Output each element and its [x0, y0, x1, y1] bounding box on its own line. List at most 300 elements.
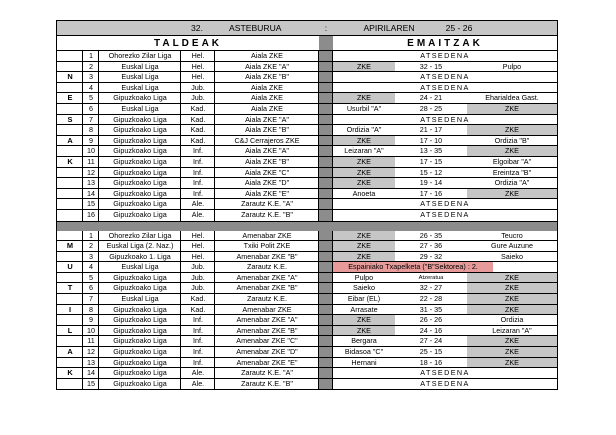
grid-line: [180, 231, 181, 390]
team-name: Aiala ZKE "A": [245, 114, 289, 124]
side-letter: [57, 231, 83, 241]
category: Inf.: [193, 347, 203, 357]
row-number: 14: [87, 188, 95, 198]
row-number: 9: [89, 135, 93, 145]
grid-line: [318, 231, 319, 390]
team-name: Aiala ZKE: [251, 82, 283, 92]
away-team: Leizaran "A": [492, 325, 532, 335]
category: Inf.: [193, 156, 203, 166]
home-team: ZKE: [333, 136, 395, 146]
match-score: 31 - 35: [419, 304, 443, 314]
league-name: Gipuzkoako Liga: [113, 167, 167, 177]
row-number: 11: [87, 156, 95, 166]
away-team: Teucro: [501, 230, 523, 240]
match-score: 15 - 12: [419, 167, 443, 177]
championship-note: Espainiako Txapelketa ("B"Sektorea) : 2.: [333, 262, 493, 272]
league-name: Gipuzkoako Liga: [113, 347, 167, 357]
table-row: [57, 51, 557, 62]
table-row: [57, 199, 557, 210]
home-team: Eibar (EL): [347, 294, 381, 304]
category: Hel.: [191, 251, 205, 261]
match-score: 18 - 16: [419, 357, 443, 367]
table-row: [57, 157, 557, 168]
side-letter: L: [67, 325, 73, 335]
table-row: [57, 315, 557, 326]
column-separator: [319, 62, 333, 72]
column-separator: [319, 104, 333, 114]
league-name: Gipuzkoako Liga: [113, 178, 167, 188]
side-letter: E: [67, 93, 73, 103]
table-row: [57, 210, 557, 221]
match-score: 26 - 26: [419, 315, 443, 325]
team-name: Aiala ZKE "B": [245, 125, 289, 135]
league-name: Gipuzkoako Liga: [113, 135, 167, 145]
rest-week: ATSEDENA: [420, 378, 470, 388]
match-score: 22 - 28: [419, 294, 443, 304]
row-number: 7: [89, 294, 93, 304]
category: Kad.: [190, 304, 206, 314]
category: Hel.: [191, 230, 205, 240]
league-name: Gipuzkoako Liga: [113, 156, 167, 166]
team-name: Zarautz K.E.: [247, 294, 287, 304]
side-letter: S: [67, 114, 73, 124]
column-separator: [319, 241, 333, 251]
category: Hel.: [191, 72, 205, 82]
row-number: 3: [89, 72, 93, 82]
match-score: 21 - 17: [419, 125, 443, 135]
column-separator: [319, 157, 333, 167]
category: Kad.: [190, 294, 206, 304]
column-separator: [319, 125, 333, 135]
team-name: Aiala ZKE "A": [245, 146, 289, 156]
table-row: [57, 189, 557, 200]
match-score: 29 - 32: [419, 251, 443, 261]
away-team: ZKE: [467, 294, 557, 304]
category: Inf.: [193, 188, 203, 198]
rest-week: ATSEDENA: [420, 368, 470, 378]
side-letter: [57, 189, 83, 199]
league-name: Gipuzkoako Liga: [113, 188, 167, 198]
team-name: Zarautz K.E.: [247, 262, 287, 272]
side-letter: U: [67, 262, 73, 272]
league-name: Euskal Liga: [121, 262, 159, 272]
category: Inf.: [193, 146, 203, 156]
league-name: Gipuzkoako Liga: [113, 93, 167, 103]
side-letter: [57, 62, 83, 72]
match-score: 19 - 14: [419, 178, 443, 188]
column-separator: [319, 83, 333, 93]
table-row: [57, 305, 557, 316]
team-name: Aiala ZKE "A": [245, 61, 289, 71]
column-separator: [319, 379, 333, 390]
table-row: [57, 262, 557, 273]
table-row: [57, 379, 557, 390]
league-name: Gipuzkoako Liga: [113, 336, 167, 346]
match-score: 24 - 21: [419, 93, 443, 103]
header-separator: [319, 36, 333, 50]
column-separator: [319, 189, 333, 199]
grid-line: [332, 231, 333, 390]
team-name: Zarautz K.E. "B": [241, 209, 293, 219]
rest-week: ATSEDENA: [420, 209, 470, 219]
row-number: 15: [87, 378, 95, 388]
row-number: 4: [89, 82, 93, 92]
table-row: [57, 115, 557, 126]
grid-line: [82, 51, 83, 221]
row-number: 15: [87, 199, 95, 209]
team-name: Amenabar ZKE "D": [236, 347, 298, 357]
grid-line: [98, 51, 99, 221]
table-row: [57, 326, 557, 337]
team-name: Aiala ZKE "C": [244, 167, 290, 177]
rest-week: ATSEDENA: [420, 72, 470, 82]
match-score: 32 - 15: [419, 61, 443, 71]
results-sheet: [56, 20, 558, 390]
away-team: Gure Auzune: [491, 241, 533, 251]
away-team: ZKE: [467, 104, 557, 114]
category: Jub.: [191, 262, 205, 272]
away-team: ZKE: [467, 273, 557, 283]
side-letter: [57, 178, 83, 188]
home-team: ZKE: [333, 168, 395, 178]
category: Inf.: [193, 357, 203, 367]
category: Jub.: [191, 93, 205, 103]
mutilak-block: [56, 231, 558, 391]
away-team: Eharialdea Gast.: [485, 93, 539, 103]
side-letter: [57, 379, 83, 390]
table-row: [57, 283, 557, 294]
away-team: ZKE: [467, 189, 557, 199]
column-separator: [319, 51, 333, 61]
grid-line: [332, 51, 333, 221]
column-separator: [319, 210, 333, 221]
column-separator: [319, 231, 333, 241]
column-separator: [319, 262, 333, 272]
league-name: Gipuzkoako Liga: [113, 209, 167, 219]
side-letter: [57, 252, 83, 262]
league-name: Gipuzkoako Liga: [113, 325, 167, 335]
grid-line: [180, 51, 181, 221]
match-score: 17 - 15: [419, 156, 443, 166]
team-name: Amenabar ZKE "B": [236, 251, 298, 261]
table-row: [57, 146, 557, 157]
table-row: [57, 294, 557, 305]
date-range: 25 - 26: [445, 23, 473, 33]
league-name: Euskal Liga: [121, 61, 159, 71]
home-team: ZKE: [333, 231, 395, 241]
team-name: Aiala ZKE "D": [244, 178, 290, 188]
match-score: 17 - 10: [419, 135, 443, 145]
category: Jub.: [191, 283, 205, 293]
side-letter: K: [67, 368, 73, 378]
category: Ale.: [191, 209, 205, 219]
column-separator: [319, 326, 333, 336]
grid-line: [82, 231, 83, 390]
match-score: 24 - 16: [419, 325, 443, 335]
side-letter: I: [68, 304, 72, 314]
taldeak-header: TALDEAK: [153, 38, 223, 49]
section-headers: [56, 36, 558, 51]
home-team: ZKE: [333, 62, 395, 72]
away-team: Saieko: [501, 251, 523, 261]
row-number: 2: [89, 61, 93, 71]
side-letter: [57, 336, 83, 346]
row-number: 16: [87, 209, 95, 219]
category: Inf.: [193, 178, 203, 188]
home-team: ZKE: [333, 326, 395, 336]
team-name: Zarautz K.E. "B": [241, 378, 293, 388]
rest-week: ATSEDENA: [420, 82, 470, 92]
team-name: Aiala ZKE "B": [245, 156, 289, 166]
side-letter: [57, 294, 83, 304]
side-letter: N: [67, 72, 73, 82]
category: Ale.: [191, 378, 205, 388]
league-name: Ohorezko Zilar Liga: [108, 51, 172, 60]
table-row: [57, 178, 557, 189]
league-name: Ohorezko Zilar Liga: [108, 230, 172, 240]
row-number: 9: [89, 315, 93, 325]
home-team: ZKE: [333, 315, 395, 325]
team-name: Zarautz K.E. "A": [241, 199, 293, 209]
column-separator: [319, 294, 333, 304]
rest-week: ATSEDENA: [420, 51, 470, 60]
column-separator: [319, 136, 333, 146]
table-row: [57, 368, 557, 379]
table-row: [57, 83, 557, 94]
table-row: [57, 125, 557, 136]
home-team: Anoeta: [352, 188, 376, 198]
table-row: [57, 168, 557, 179]
grid-line: [214, 51, 215, 221]
match-score: 27 - 24: [419, 336, 443, 346]
home-team: Hernani: [351, 357, 377, 367]
team-name: Amenabar ZKE: [242, 304, 292, 314]
league-name: Gipuzkoako 1. Liga: [109, 251, 171, 261]
match-score: 17 - 16: [419, 188, 443, 198]
away-team: ZKE: [467, 336, 557, 346]
emaitzak-header: EMAITZAK: [407, 38, 483, 49]
rest-week: ATSEDENA: [420, 199, 470, 209]
away-team: ZKE: [467, 125, 557, 135]
row-number: 12: [87, 167, 95, 177]
category: Kad.: [190, 135, 206, 145]
away-team: ZKE: [467, 358, 557, 368]
team-name: Amenabar ZKE "E": [236, 357, 298, 367]
league-name: Gipuzkoako Liga: [113, 357, 167, 367]
category: Ale.: [191, 199, 205, 209]
side-letter: K: [67, 156, 73, 166]
away-team: Elgoibar "A": [492, 156, 532, 166]
match-score: 13 - 35: [419, 146, 443, 156]
team-name: Txiki Polit ZKE: [243, 241, 291, 251]
home-team: Arrasate: [350, 304, 378, 314]
column-separator: [319, 93, 333, 103]
column-separator: [319, 336, 333, 346]
title-bar: [56, 20, 558, 36]
category: Inf.: [193, 315, 203, 325]
table-row: [57, 336, 557, 347]
date-label: APIRILAREN: [363, 23, 415, 33]
side-letter: [57, 273, 83, 283]
home-team: ZKE: [333, 241, 395, 251]
team-name: C&J Cerrajeros ZKE: [234, 135, 300, 145]
league-name: Euskal Liga: [121, 294, 159, 304]
home-team: Bergara: [351, 336, 377, 346]
row-number: 1: [89, 230, 93, 240]
table-row: [57, 104, 557, 115]
column-separator: [319, 178, 333, 188]
team-name: Amenabar ZKE "C": [236, 336, 298, 346]
side-letter: A: [67, 347, 73, 357]
rest-week: ATSEDENA: [420, 114, 470, 124]
side-letter: A: [67, 135, 73, 145]
row-number: 7: [89, 114, 93, 124]
column-separator: [319, 115, 333, 125]
team-name: Amenabar ZKE "B": [236, 283, 298, 293]
row-number: 5: [89, 93, 93, 103]
side-letter: [57, 146, 83, 156]
team-name: Zarautz K.E. "A": [241, 368, 293, 378]
away-team: ZKE: [467, 283, 557, 293]
side-letter: [57, 315, 83, 325]
match-score: 26 - 35: [419, 230, 443, 240]
grid-line: [98, 231, 99, 390]
team-name: Aiala ZKE: [251, 51, 283, 60]
row-number: 8: [89, 304, 93, 314]
match-score: 27 - 36: [419, 241, 443, 251]
grid-line: [214, 231, 215, 390]
side-letter: [57, 83, 83, 93]
side-letter: [57, 168, 83, 178]
league-name: Gipuzkoako Liga: [113, 272, 167, 282]
away-team: ZKE: [467, 305, 557, 315]
row-number: 12: [87, 347, 95, 357]
side-letter: [57, 358, 83, 368]
column-separator: [319, 72, 333, 82]
away-team: Ordizia "B": [494, 135, 530, 145]
home-team: ZKE: [333, 93, 395, 103]
match-score: 32 - 27: [419, 283, 443, 293]
block-separator: [56, 222, 558, 231]
row-number: 8: [89, 125, 93, 135]
category: Kad.: [190, 103, 206, 113]
league-name: Gipuzkoako Liga: [113, 146, 167, 156]
table-row: [57, 136, 557, 147]
team-name: Aiala ZKE: [251, 93, 283, 103]
row-number: 13: [87, 178, 95, 188]
row-number: 4: [89, 262, 93, 272]
column-separator: [319, 273, 333, 283]
league-name: Gipuzkoako Liga: [113, 199, 167, 209]
home-team: Leizaran "A": [344, 146, 384, 156]
category: Hel.: [191, 51, 205, 60]
category: Ale.: [191, 368, 205, 378]
league-name: Euskal Liga: [121, 72, 159, 82]
table-row: [57, 273, 557, 284]
category: Inf.: [193, 336, 203, 346]
home-team: Saieko: [353, 283, 375, 293]
away-team: Ordizia "A": [494, 178, 530, 188]
match-score: 28 - 25: [419, 103, 443, 113]
row-number: 3: [89, 251, 93, 261]
column-separator: [319, 199, 333, 209]
league-name: Gipuzkoako Liga: [113, 283, 167, 293]
column-separator: [319, 168, 333, 178]
home-team: ZKE: [333, 252, 395, 262]
row-number: 13: [87, 357, 95, 367]
match-score: 25 - 15: [419, 347, 443, 357]
away-team: Pulpo: [502, 61, 522, 71]
side-letter: M: [66, 241, 74, 251]
league-name: Euskal Liga (2. Naz.): [106, 241, 174, 251]
column-separator: [319, 315, 333, 325]
away-team: Ereintza "B": [492, 167, 532, 177]
side-letter: [57, 104, 83, 114]
column-separator: [319, 358, 333, 368]
grid-line: [318, 51, 319, 221]
home-team: Bidasoa "C": [344, 347, 384, 357]
match-score: Atzeratua: [418, 274, 444, 281]
table-row: [57, 347, 557, 358]
team-name: Amenabar ZKE: [242, 230, 292, 240]
row-number: 6: [89, 103, 93, 113]
category: Kad.: [190, 125, 206, 135]
table-row: [57, 231, 557, 242]
home-team: Ordizia "A": [346, 125, 382, 135]
column-separator: [319, 283, 333, 293]
team-name: Aiala ZKE: [251, 103, 283, 113]
category: Inf.: [193, 325, 203, 335]
row-number: 5: [89, 272, 93, 282]
title-colon: :: [324, 23, 328, 33]
table-row: [57, 241, 557, 252]
home-team: ZKE: [333, 178, 395, 188]
column-separator: [319, 347, 333, 357]
league-name: Gipuzkoako Liga: [113, 315, 167, 325]
column-separator: [319, 146, 333, 156]
category: Hel.: [191, 61, 205, 71]
away-team: Ordizia: [500, 315, 524, 325]
team-name: Amenabar ZKE "B": [236, 325, 298, 335]
league-name: Gipuzkoako Liga: [113, 368, 167, 378]
table-row: [57, 358, 557, 369]
league-name: Gipuzkoako Liga: [113, 114, 167, 124]
row-number: 10: [87, 146, 95, 156]
category: Inf.: [193, 167, 203, 177]
league-name: Gipuzkoako Liga: [113, 378, 167, 388]
home-team: Pulpo: [354, 272, 374, 282]
league-name: Euskal Liga: [121, 82, 159, 92]
row-number: 11: [87, 336, 95, 346]
away-team: ZKE: [467, 146, 557, 156]
table-row: [57, 62, 557, 73]
side-letter: [57, 125, 83, 135]
category: Kad.: [190, 114, 206, 124]
row-number: 14: [87, 368, 95, 378]
table-row: [57, 252, 557, 263]
home-team: ZKE: [333, 157, 395, 167]
table-row: [57, 93, 557, 104]
away-team: ZKE: [467, 347, 557, 357]
category: Hel.: [191, 241, 205, 251]
column-separator: [319, 305, 333, 315]
table-row: [57, 72, 557, 83]
nesak-block: [56, 51, 558, 222]
side-letter: [57, 199, 83, 209]
week-label: ASTEBURUA: [229, 23, 282, 33]
league-name: Gipuzkoako Liga: [113, 125, 167, 135]
row-number: 6: [89, 283, 93, 293]
